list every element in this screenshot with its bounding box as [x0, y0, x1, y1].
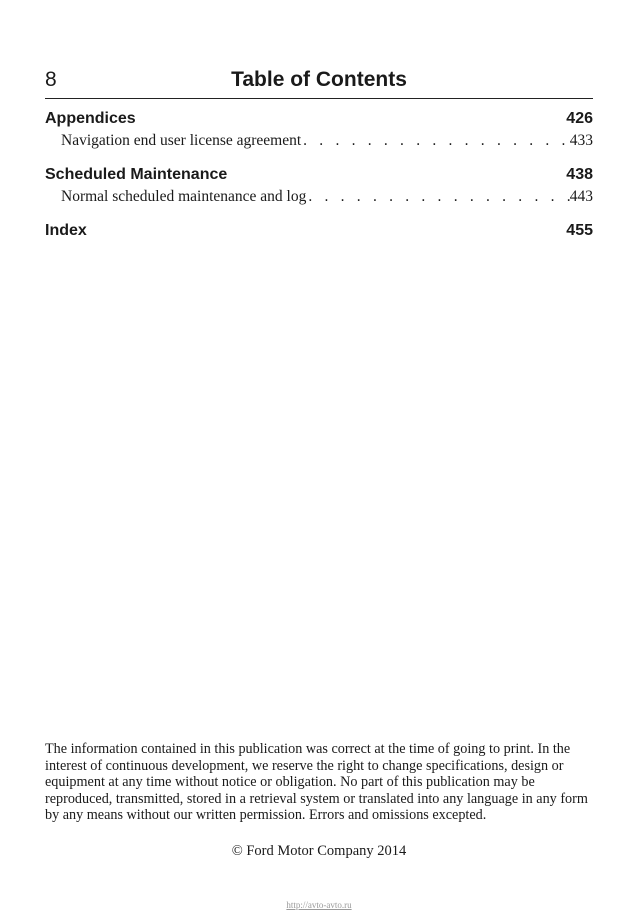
entry-title: Normal scheduled maintenance and log: [61, 188, 307, 205]
section-title: Appendices: [45, 110, 136, 127]
toc-section-scheduled-maintenance: [45, 164, 593, 208]
toc-section-appendices: [45, 108, 593, 152]
header-divider: [45, 98, 593, 99]
toc-entry-navigation-license[interactable]: [45, 130, 593, 152]
section-page-number: 426: [566, 110, 593, 127]
toc-entry-maintenance-log[interactable]: [45, 186, 593, 208]
entry-page-number: 443: [569, 188, 593, 205]
page-number: 8: [45, 68, 57, 91]
toc-section-index: [45, 220, 593, 242]
page-title: Table of Contents: [231, 68, 407, 91]
section-title: Scheduled Maintenance: [45, 166, 228, 183]
entry-title: Navigation end user license agreement: [61, 132, 302, 149]
table-of-contents: [45, 108, 593, 254]
copyright-notice: © Ford Motor Company 2014: [231, 843, 407, 859]
section-page-number: 438: [566, 166, 593, 183]
source-link[interactable]: http://avto-avto.ru: [286, 900, 352, 910]
entry-page-number: 433: [569, 132, 593, 149]
dot-leader: [301, 130, 570, 152]
legal-disclaimer: The information contained in this publication was correct at the time of going to print. In the interest of continuous development, we reserve the right to change specifications, design or equipment at any time without notice or obligation. No part of this publication may be reproduced, transmitted, stored in a retrieval system or translated into any language in any form by any means without our written permission. Errors and omissions excepted.: [45, 741, 588, 824]
toc-section-heading[interactable]: [45, 164, 593, 186]
dot-leader: [306, 186, 569, 208]
section-title: Index: [45, 222, 87, 239]
toc-section-heading[interactable]: [45, 220, 593, 242]
section-page-number: 455: [566, 222, 593, 239]
toc-section-heading[interactable]: [45, 108, 593, 130]
